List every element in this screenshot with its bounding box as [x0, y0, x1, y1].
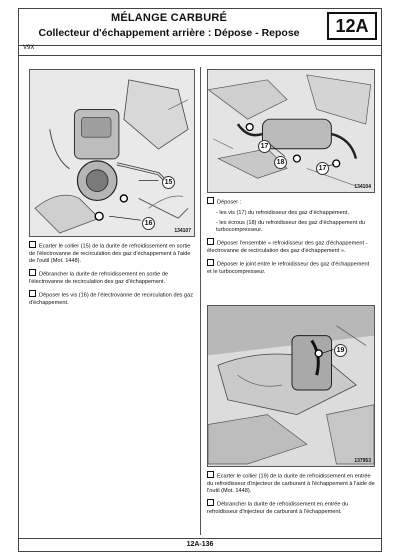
- step-item: [207, 471, 375, 495]
- step-item: [29, 241, 195, 265]
- column-divider: [200, 67, 201, 535]
- figure-exhaust-cooler: [207, 69, 375, 193]
- step-item: [207, 499, 375, 516]
- checkbox-icon: [207, 197, 214, 204]
- callout-19: 19: [334, 344, 347, 357]
- section-badge: 12A: [327, 12, 377, 40]
- page-subtitle: Collecteur d'échappement arrière : Dépose - Repose: [38, 27, 300, 39]
- manual-page: [18, 8, 382, 552]
- figure-ref: 137953: [354, 458, 371, 464]
- step-item: [207, 259, 375, 276]
- callout-15: 15: [162, 176, 175, 189]
- step-list-right-bottom: [207, 471, 375, 516]
- step-text: Déposer :: [217, 199, 242, 206]
- engine-illustration: [208, 306, 374, 466]
- figure-injector-cooler: [207, 305, 375, 467]
- checkbox-icon: [29, 241, 36, 248]
- figure-egr-valve: [29, 69, 195, 237]
- step-list-right: [207, 197, 375, 276]
- vehicle-bar: [19, 45, 381, 56]
- step-item: [29, 290, 195, 307]
- checkbox-icon: [207, 259, 214, 266]
- step-text: Déposer le joint entre le refroidisseur des gaz d'échappement et le turbocompresseur.: [207, 261, 370, 275]
- step-text: Déposer les vis (16) de l'électrovanne de recirculation des gaz d'échappement.: [29, 292, 194, 306]
- engine-illustration: [30, 70, 194, 236]
- checkbox-icon: [207, 238, 214, 245]
- page-header: [19, 9, 381, 46]
- step-item: [207, 197, 375, 207]
- step-text: les écrous (18) du refroidisseur des gaz d'échappement du turbocompresseur.: [216, 219, 366, 234]
- vehicle-code: V9X: [23, 45, 35, 51]
- step-text: Ecarter le collier (15) de la durite de refroidissement en sortie de l'électrovanne de recirculation des gaz d'échappement à l'aide de l'outil (Mot. 1448).: [29, 243, 191, 264]
- step-text: Ecarter le collier (19) de la durite de refroidissement en entrée du refroidisseur d'injecteur de carburant à l'échappement à l'aide de l'outil (Mot. 1448).: [207, 473, 375, 494]
- step-text: les vis (17) du refroidisseur des gaz d'échappement,: [219, 209, 349, 216]
- page-number: 12A-136: [186, 541, 214, 548]
- checkbox-icon: [29, 269, 36, 276]
- step-item: [29, 269, 195, 286]
- step-text: Débrancher la durite de refroidissement en entrée du refroidisseur d'injecteur de carburant à l'échappement.: [207, 501, 349, 515]
- page-title: MÉLANGE CARBURÉ: [110, 12, 228, 24]
- checkbox-icon: [207, 499, 214, 506]
- figure-ref: 134104: [354, 184, 371, 190]
- step-item: [207, 238, 375, 255]
- callout-18: 18: [274, 156, 287, 169]
- step-list-left: [29, 241, 195, 307]
- checkbox-icon: [29, 290, 36, 297]
- step-text: Débrancher la durite de refroidissement en sortie de l'électrovanne de recirculation des gaz d'échappement.: [29, 271, 169, 285]
- callout-17: 17: [258, 140, 271, 153]
- step-text: Déposer l'ensemble « refroidisseur des gaz d'échappement - électrovanne de recirculation des gaz d'échappement ».: [207, 240, 368, 255]
- page-footer: [19, 538, 381, 552]
- engine-illustration: [208, 70, 374, 192]
- sub-step-item: - les vis (17) du refroidisseur des gaz d'échappement,: [216, 209, 349, 216]
- figure-ref: 134107: [174, 228, 191, 234]
- sub-step-item: - les écrous (18) du refroidisseur des gaz d'échappement du turbocompresseur.: [216, 219, 366, 234]
- checkbox-icon: [207, 471, 214, 478]
- callout-16: 16: [142, 217, 155, 230]
- callout-17b: 17: [316, 162, 329, 175]
